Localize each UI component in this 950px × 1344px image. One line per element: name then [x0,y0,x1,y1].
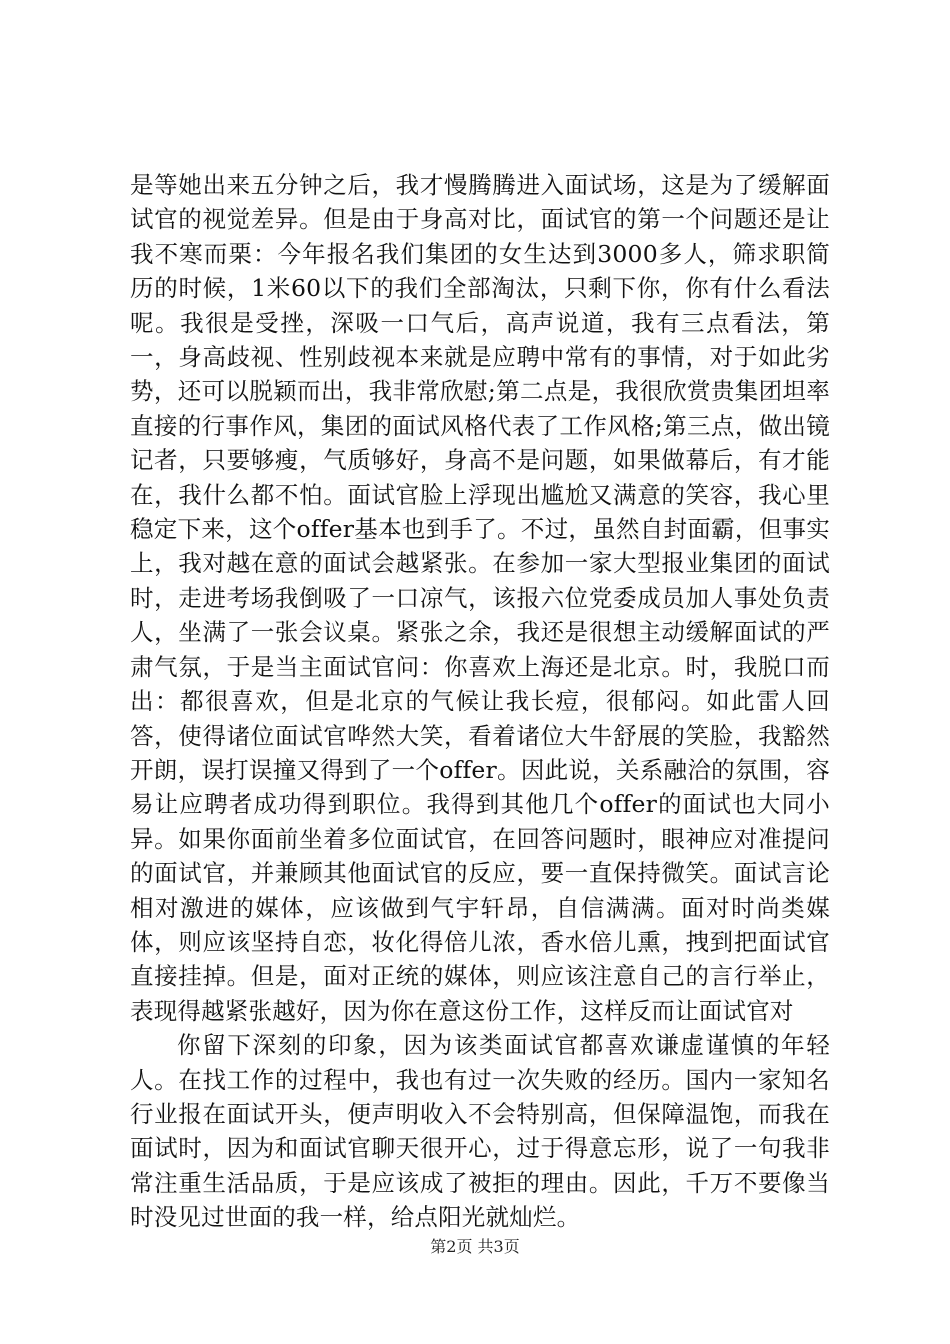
body-paragraph-1: 是等她出来五分钟之后，我才慢腾腾进入面试场，这是为了缓解面试官的视觉差异。但是由于身高对比，面试官的第一个问题还是让我不寒而栗：今年报名我们集团的女生达到3000多人，筛求职简历的时候，1米60以下的我们全部淘汰，只剩下你，你有什么看法呢。我很是受挫，深吸一口气后，高声说道，我有三点看法，第一，身高歧视、性别歧视本来就是应聘中常有的事情，对于如此劣势，还可以脱颖而出，我非常欣慰;第二点是，我很欣赏贵集团坦率直接的行事作风，集团的面试风格代表了工作风格;第三点，做出镜记者，只要够瘦，气质够好，身高不是问题，如果做幕后，有才能在，我什么都不怕。面试官脸上浮现出尴尬又满意的笑容，我心里稳定下来，这个offer基本也到手了。不过，虽然自封面霸，但事实上，我对越在意的面试会越紧张。在参加一家大型报业集团的面试时，走进考场我倒吸了一口凉气，该报六位党委成员加人事处负责人，坐满了一张会议桌。紧张之余，我还是很想主动缓解面试的严肃气氛，于是当主面试官问：你喜欢上海还是北京。时，我脱口而出：都很喜欢，但是北京的气候让我长痘，很郁闷。如此雷人回答，使得诸位面试官哗然大笑，看着诸位大牛舒展的笑脸，我豁然开朗，误打误撞又得到了一个offer。因此说，关系融洽的氛围，容易让应聘者成功得到职位。我得到其他几个offer的面试也大同小异。如果你面前坐着多位面试官，在回答问题时，眼神应对准提问的面试官，并兼顾其他面试官的反应，要一直保持微笑。面试言论相对激进的媒体，应该做到气宇轩昂，自信满满。面对时尚类媒体，则应该坚持自恋，妆化得倍儿浓，香水倍儿熏，拽到把面试官直接挂掉。但是，面对正统的媒体，则应该注意自己的言行举止，表现得越紧张越好，因为你在意这份工作，这样反而让面试官对 [130,171,830,1025]
body-paragraph-2: 你留下深刻的印象，因为该类面试官都喜欢谦虚谨慎的年轻人。在找工作的过程中，我也有过一次失败的经历。国内一家知名行业报在面试开头，便声明收入不会特别高，但保障温饱，而我在面试时，因为和面试官聊天很开心，过于得意忘形，说了一句我非常注重生活品质，于是应该成了被拒的理由。因此，千万不要像当时没见过世面的我一样，给点阳光就灿烂。 [130,1031,830,1232]
page-footer: 第2页 共3页 [430,1237,520,1256]
document-body [130,168,830,1235]
